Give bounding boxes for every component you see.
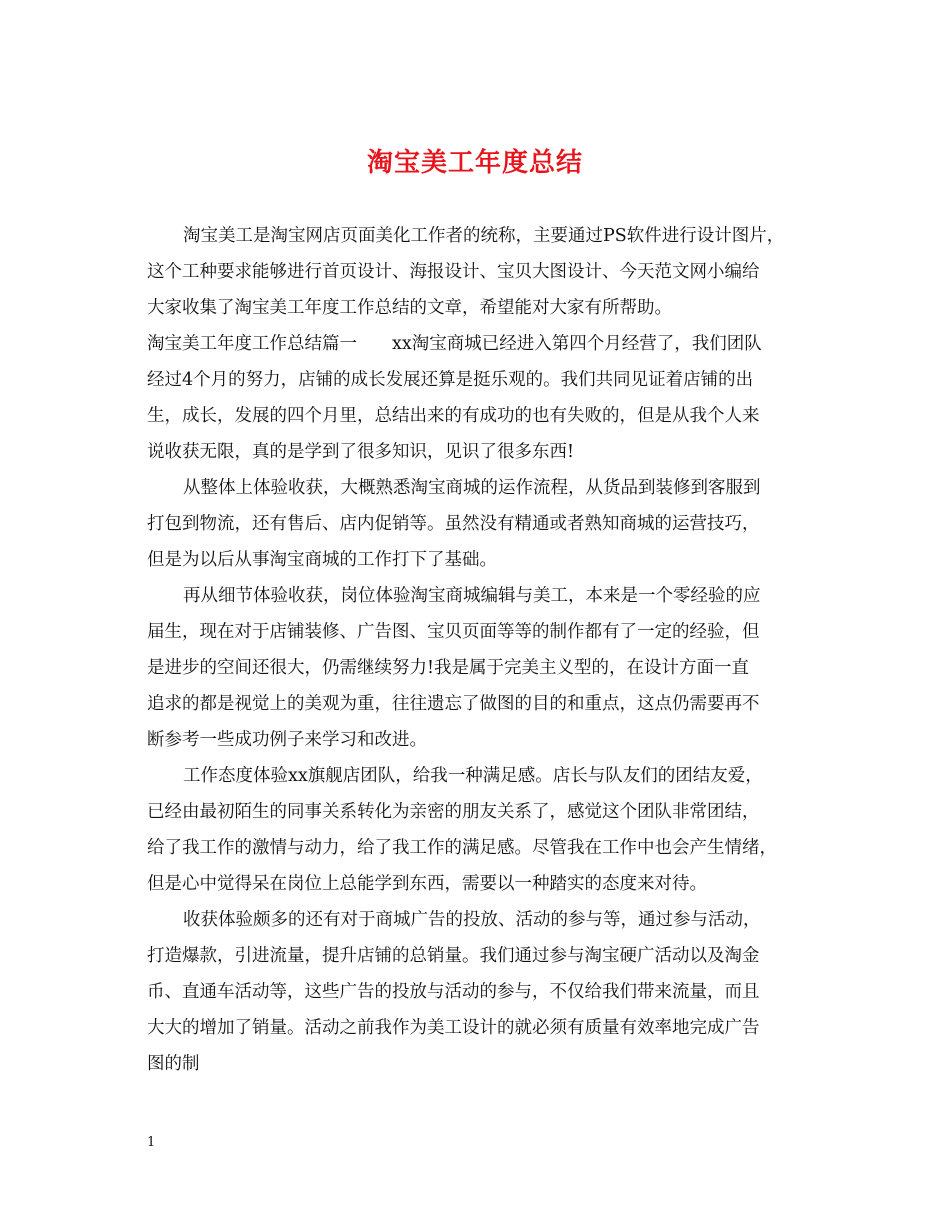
- body-line: 届生，现在对于店铺装修、广告图、宝贝页面等等的制作都有了一定的经验，但: [147, 622, 760, 642]
- body-line: 经过4个月的努力，店铺的成长发展还算是挺乐观的。我们共同见证着店铺的出: [147, 370, 754, 390]
- body-line: 但是为以后从事淘宝商城的工作打下了基础。: [147, 550, 497, 570]
- body-line: 追求的都是视觉上的美观为重，往往遗忘了做图的目的和重点，这点仍需要再不: [147, 694, 760, 714]
- body-line: 收获体验颇多的还有对于商城广告的投放、活动的参与等，通过参与活动，: [183, 910, 761, 930]
- body-line: 这个工种要求能够进行首页设计、海报设计、宝贝大图设计、今天范文网小编给: [147, 262, 760, 282]
- body-line: 断参考一些成功例子来学习和改进。: [147, 730, 427, 750]
- body-line: 大家收集了淘宝美工年度工作总结的文章，希望能对大家有所帮助。: [147, 298, 672, 318]
- document-title: 淘宝美工年度总结: [366, 148, 583, 178]
- body-line: 但是心中觉得呆在岗位上总能学到东西，需要以一种踏实的态度来对待。: [147, 874, 707, 894]
- body-line: 给了我工作的激情与动力，给了我工作的满足感。尽管我在工作中也会产生情绪，: [147, 838, 777, 858]
- body-line: 再从细节体验收获，岗位体验淘宝商城编辑与美工，本来是一个零经验的应: [183, 586, 761, 606]
- body-line: 生，成长，发展的四个月里，总结出来的有成功的也有失败的，但是从我个人来: [147, 406, 760, 426]
- page-number: 1: [147, 1135, 156, 1150]
- body-line: 淘宝美工是淘宝网店页面美化工作者的统称，主要通过PS软件进行设计图片，: [183, 226, 785, 246]
- body-line: 是进步的空间还很大，仍需继续努力!我是属于完美主义型的，在设计方面一直: [147, 658, 750, 678]
- body-line: 币、直通车活动等，这些广告的投放与活动的参与，不仅给我们带来流量，而且: [147, 982, 760, 1002]
- document-body: [147, 218, 807, 1082]
- body-line: 大大的增加了销量。活动之前我作为美工设计的就必须有质量有效率地完成广告: [147, 1018, 760, 1038]
- body-line: 打造爆款，引进流量，提升店铺的总销量。我们通过参与淘宝硬广活动以及淘金: [147, 946, 760, 966]
- body-line: 从整体上体验收获，大概熟悉淘宝商城的运作流程，从货品到装修到客服到: [183, 478, 761, 498]
- body-line: 说收获无限，真的是学到了很多知识，见识了很多东西!: [147, 442, 575, 462]
- body-line: 淘宝美工年度工作总结篇一 xx淘宝商城已经进入第四个月经营了，我们团队: [147, 334, 762, 354]
- body-line: 已经由最初陌生的同事关系转化为亲密的朋友关系了，感觉这个团队非常团结，: [147, 802, 760, 822]
- body-line: 工作态度体验xx旗舰店团队，给我一种满足感。店长与队友们的团结友爱，: [183, 766, 763, 786]
- body-line: 打包到物流，还有售后、店内促销等。虽然没有精通或者熟知商城的运营技巧，: [147, 514, 760, 534]
- body-line: 图的制: [147, 1054, 200, 1074]
